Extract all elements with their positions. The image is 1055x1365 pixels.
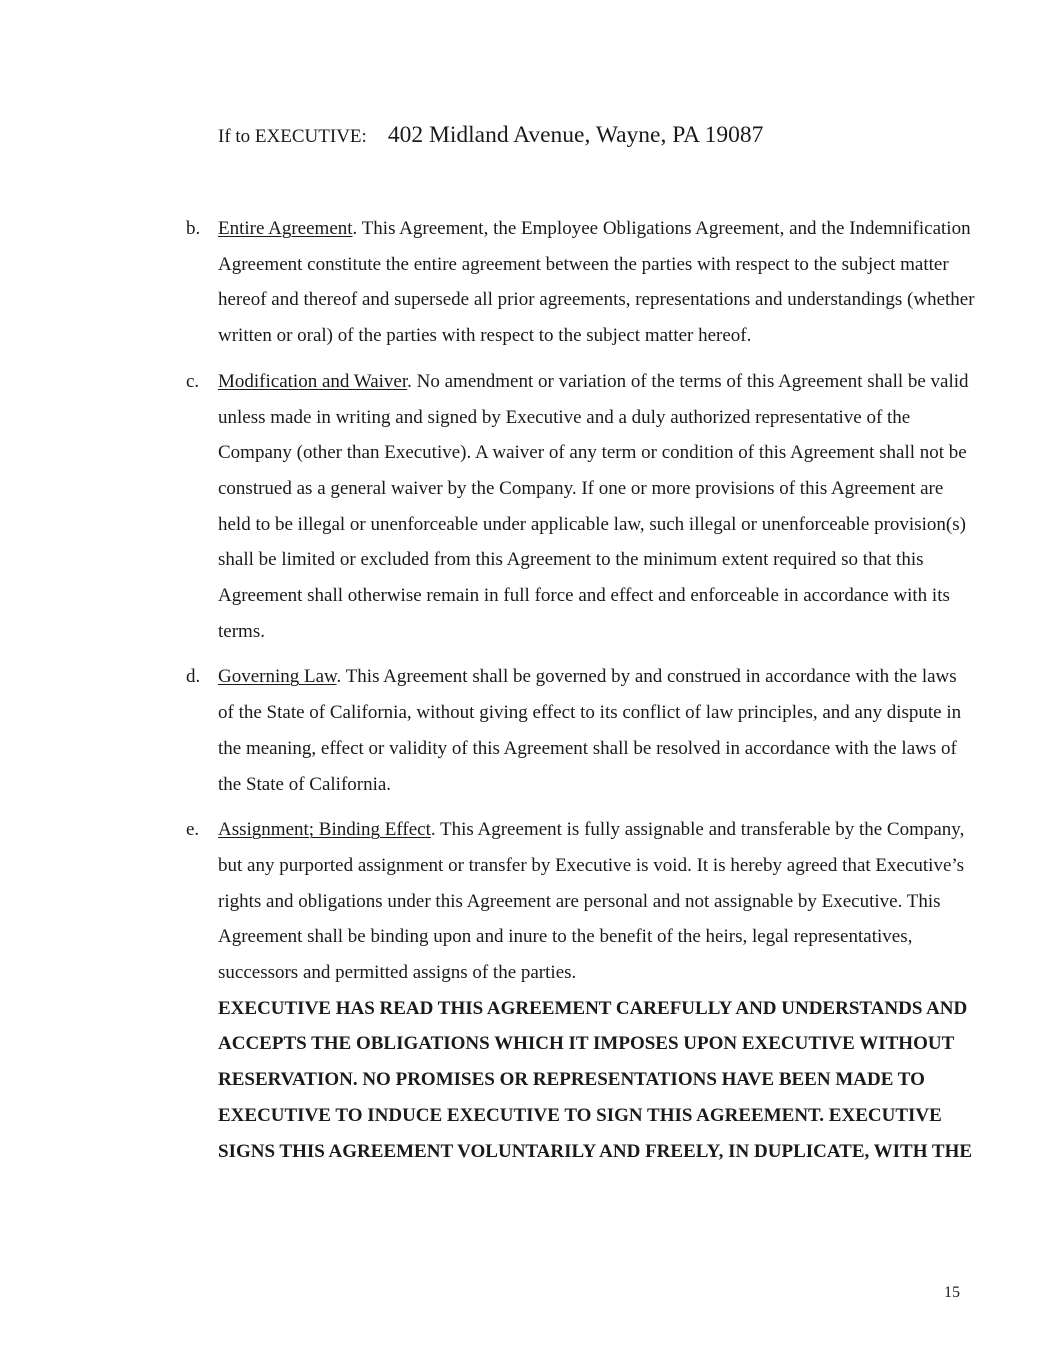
- clause-body: . This Agreement, the Employee Obligations Agreement, and the Indemnification Agreement constitute the entire agreement between the parties with respect to the subject matter hereof and thereof and supersede all prior agreements, representations and understandings (whether written or oral) of the parties with respect to the subject matter hereof.: [218, 218, 975, 347]
- clause-list: [186, 211, 976, 1179]
- clause-entire-agreement: [186, 211, 976, 354]
- clause-body: . This Agreement shall be governed by and construed in accordance with the laws of the State of California, without giving effect to its conflict of law principles, and any dispute in the meaning, effect or validity of this Agreement shall be resolved in accordance with the laws of the State of California.: [218, 666, 962, 795]
- clause-modification-and-waiver: [186, 364, 976, 650]
- acknowledgement-bold-text: EXECUTIVE HAS READ THIS AGREEMENT CAREFULLY AND UNDERSTANDS AND ACCEPTS THE OBLIGATIONS WHICH IT IMPOSES UPON EXECUTIVE WITHOUT RESERVATION. NO PROMISES OR REPRESENTATIONS HAVE BEEN MADE TO EXECUTIVE TO INDUCE EXECUTIVE TO SIGN THIS AGREEMENT. EXECUTIVE SIGNS THIS AGREEMENT VOLUNTARILY AND FREELY, IN DUPLICATE, WITH THE: [218, 997, 973, 1162]
- clause-heading: Assignment; Binding Effect: [218, 819, 431, 841]
- page-number: 15: [944, 1284, 960, 1301]
- clause-heading: Entire Agreement: [218, 218, 353, 239]
- clause-letter: d.: [186, 666, 201, 688]
- clause-governing-law: [186, 659, 976, 802]
- clause-heading: Governing Law: [218, 666, 337, 688]
- clause-assignment-binding-effect: [186, 812, 976, 1169]
- clause-body: . No amendment or variation of the terms of this Agreement shall be valid unless made in writing and signed by Executive and a duly authorized representative of the Company (other than Executive). A waiver of any term or condition of this Agreement shall not be construed as a general waiver by the Company. If one or more provisions of this Agreement are held to be illegal or unenforceable under applicable law, such illegal or unenforceable provision(s) shall be limited or excluded from this Agreement to the minimum extent required so that this Agreement shall otherwise remain in full force and effect and enforceable in accordance with its terms.: [218, 370, 969, 642]
- executive-label: If to EXECUTIVE:: [218, 126, 367, 147]
- clause-body: . This Agreement is fully assignable and transferable by the Company, but any purported assignment or transfer by Executive is void. It is hereby agreed that Executive’s rights and obligations under this Agreement are personal and not assignable by Executive. This Agreement shall be binding upon and inure to the benefit of the heirs, legal representatives, successors and permitted assigns of the parties.: [218, 819, 965, 984]
- clause-heading: Modification and Waiver: [218, 370, 408, 392]
- executive-address: 402 Midland Avenue, Wayne, PA 19087: [387, 122, 764, 148]
- executive-notice-line: [218, 122, 763, 149]
- clause-letter: b.: [186, 218, 201, 239]
- clause-letter: e.: [186, 819, 200, 841]
- clause-letter: c.: [186, 370, 200, 392]
